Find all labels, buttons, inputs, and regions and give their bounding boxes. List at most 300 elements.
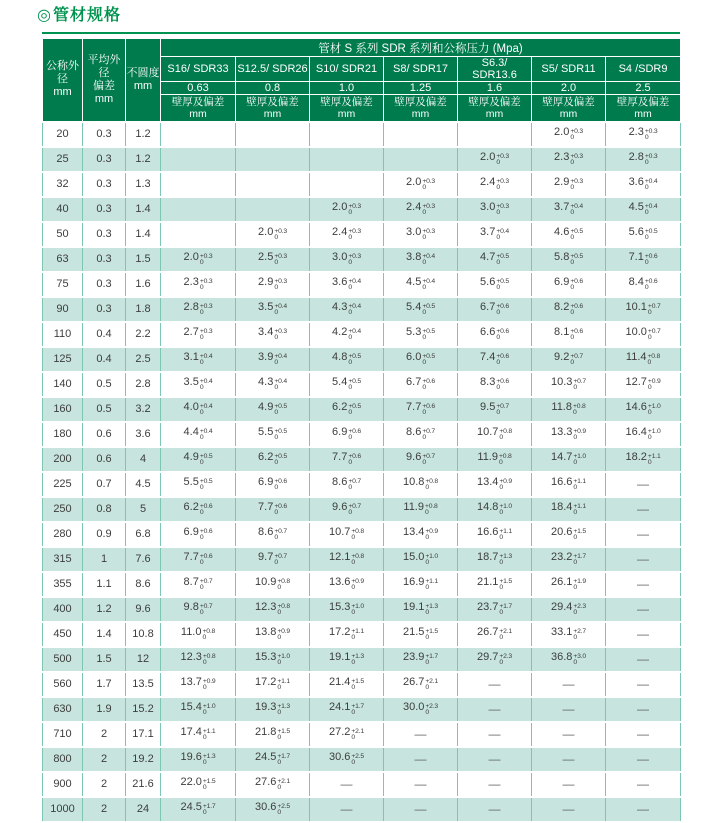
no-value-dash: — xyxy=(414,802,427,816)
tolerance-lower: 0 xyxy=(199,584,204,592)
thickness-header-unit: mm xyxy=(189,107,207,120)
tolerance-upper: +1.1 xyxy=(351,627,365,635)
tolerance-upper: +0.8 xyxy=(351,552,365,560)
cell-wall-thickness xyxy=(606,422,681,447)
cell-nominal-od: 630 xyxy=(43,697,83,722)
cell-wall-thickness xyxy=(236,372,310,397)
tolerance-stack xyxy=(200,379,213,392)
thickness-value: 6.7 xyxy=(406,376,422,389)
series-header-0: S16/ SDR33 xyxy=(161,57,236,82)
cell-wall-thickness xyxy=(532,347,606,372)
cell-wall-thickness xyxy=(236,622,310,647)
tolerance-stack xyxy=(645,229,658,242)
tolerance-upper: +2.1 xyxy=(425,677,439,685)
pressure-header-1: 0.8 xyxy=(236,82,310,95)
tolerance-lower: 0 xyxy=(496,159,500,167)
tolerance-lower: 0 xyxy=(199,359,204,367)
cell-wall-thickness xyxy=(458,647,532,672)
cell-wall-thickness xyxy=(236,797,310,822)
tolerance-upper: +1.5 xyxy=(351,677,365,685)
tolerance-lower: 0 xyxy=(351,559,355,567)
tolerance-lower: 0 xyxy=(496,209,500,217)
tolerance-upper: +1.1 xyxy=(573,477,587,485)
page-title-text: 管材规格 xyxy=(52,7,121,24)
tolerance-lower: 0 xyxy=(422,234,426,242)
cell-wall-thickness xyxy=(606,197,681,222)
cell-wall-thickness xyxy=(458,547,532,572)
thickness-value: 13.8 xyxy=(254,626,277,639)
tolerance-lower: 0 xyxy=(644,259,649,267)
thickness-value: 19.6 xyxy=(180,751,202,764)
tolerance-upper: +0.4 xyxy=(348,302,361,310)
tolerance-upper: +0.6 xyxy=(422,402,435,410)
cell-wall-thickness xyxy=(384,397,458,422)
thickness-value: 10.7 xyxy=(328,526,351,539)
tolerance-stack xyxy=(425,479,438,492)
tolerance-stack xyxy=(645,254,658,267)
col-header-avg-od-unit: mm xyxy=(94,92,114,105)
tolerance-lower: 0 xyxy=(422,209,426,217)
thickness-value: 10.9 xyxy=(254,576,277,589)
cell-wall-thickness xyxy=(606,722,681,747)
table-row xyxy=(43,597,681,622)
cell-wall-thickness xyxy=(606,697,681,722)
thickness-value: 20.6 xyxy=(550,526,573,539)
thickness-value: 13.7 xyxy=(180,676,202,689)
tolerance-lower: 0 xyxy=(199,259,204,267)
cell-wall-thickness xyxy=(310,422,384,447)
cell-wall-thickness xyxy=(161,647,236,672)
tolerance-stack xyxy=(425,704,438,717)
tolerance-lower: 0 xyxy=(348,209,352,217)
tolerance-stack xyxy=(348,329,361,342)
cell-wall-thickness xyxy=(606,597,681,622)
thickness-value: 11.0 xyxy=(180,626,202,639)
tolerance-stack xyxy=(499,479,512,492)
tolerance-stack xyxy=(422,279,435,292)
table-header xyxy=(43,39,681,122)
thickness-value: 12.3 xyxy=(254,601,277,614)
thickness-value: 10.1 xyxy=(625,301,647,314)
tolerance-upper: +1.1 xyxy=(573,502,587,510)
series-header-6: S4 /SDR9 xyxy=(606,57,681,82)
tolerance-stack xyxy=(348,504,361,517)
tolerance-upper: +2.3 xyxy=(573,602,587,610)
thickness-value: 13.6 xyxy=(328,576,351,589)
thickness-header-label: 壁厚及偏差 xyxy=(616,95,670,108)
tolerance-lower: 0 xyxy=(277,609,281,617)
table-row xyxy=(43,297,681,322)
cell-wall-thickness xyxy=(161,172,236,197)
thickness-value: 9.6 xyxy=(406,451,422,464)
thickness-value: 3.7 xyxy=(554,201,570,214)
thickness-header-label: 壁厚及偏差 xyxy=(320,95,373,108)
tolerance-stack xyxy=(348,479,361,492)
col-header-nominal-od-unit: mm xyxy=(53,86,72,99)
tolerance-upper: +0.6 xyxy=(348,452,361,460)
thickness-value: 2.8 xyxy=(183,301,199,314)
cell-wall-thickness xyxy=(161,722,236,747)
cell-wall-thickness xyxy=(606,272,681,297)
cell-nominal-od: 25 xyxy=(43,147,83,172)
cell-nominal-od: 355 xyxy=(43,572,83,597)
thickness-value: 2.0 xyxy=(183,251,199,264)
tolerance-stack xyxy=(274,279,287,292)
cell-wall-thickness xyxy=(384,547,458,572)
tolerance-upper: +0.9 xyxy=(499,477,513,485)
tolerance-upper: +0.8 xyxy=(351,527,365,535)
thickness-value: 33.1 xyxy=(550,626,573,639)
table-row xyxy=(43,147,681,172)
tolerance-lower: 0 xyxy=(496,409,500,417)
tolerance-lower: 0 xyxy=(644,184,649,192)
tolerance-lower: 0 xyxy=(199,459,204,467)
tolerance-lower: 0 xyxy=(644,234,649,242)
cell-ovality: 3.6 xyxy=(126,422,161,447)
cell-ovality: 9.6 xyxy=(126,597,161,622)
tolerance-stack xyxy=(573,579,586,592)
cell-wall-thickness xyxy=(236,322,310,347)
title-underline xyxy=(42,32,680,34)
thickness-value: 7.7 xyxy=(332,451,348,464)
col-header-nominal-od xyxy=(43,39,83,122)
tolerance-upper: +0.3 xyxy=(274,227,287,235)
cell-wall-thickness xyxy=(236,247,310,272)
cell-wall-thickness xyxy=(236,422,310,447)
tolerance-stack xyxy=(573,479,586,492)
thickness-value: 8.3 xyxy=(480,376,496,389)
cell-wall-thickness xyxy=(384,672,458,697)
no-value-dash: — xyxy=(488,727,501,741)
tolerance-lower: 0 xyxy=(348,284,352,292)
tolerance-stack xyxy=(200,254,213,267)
thickness-header-unit: mm xyxy=(337,107,356,120)
cell-avg-od-deviation: 0.8 xyxy=(83,497,126,522)
cell-wall-thickness xyxy=(458,222,532,247)
page-title xyxy=(37,7,121,25)
cell-ovality: 1.2 xyxy=(126,122,161,147)
tolerance-stack xyxy=(274,404,287,417)
thickness-value: 4.9 xyxy=(183,451,199,464)
tolerance-upper: +0.6 xyxy=(644,277,658,285)
cell-avg-od-deviation: 0.7 xyxy=(83,472,126,497)
tolerance-stack xyxy=(351,604,364,617)
tolerance-upper: +1.1 xyxy=(647,452,661,460)
series-header-3: S8/ SDR17 xyxy=(384,57,458,82)
cell-avg-od-deviation: 1.9 xyxy=(83,697,126,722)
table-row xyxy=(43,447,681,472)
cell-wall-thickness xyxy=(532,172,606,197)
thickness-value: 18.7 xyxy=(476,551,499,564)
cell-wall-thickness xyxy=(310,447,384,472)
thickness-value: 15.4 xyxy=(180,701,202,714)
cell-wall-thickness xyxy=(161,672,236,697)
tolerance-stack xyxy=(274,329,287,342)
thickness-header-2 xyxy=(310,95,384,122)
cell-wall-thickness xyxy=(161,147,236,172)
tolerance-lower: 0 xyxy=(573,659,577,667)
cell-wall-thickness xyxy=(606,222,681,247)
tolerance-upper: +0.3 xyxy=(570,127,583,135)
tolerance-stack xyxy=(351,679,364,692)
tolerance-stack xyxy=(422,204,435,217)
cell-wall-thickness xyxy=(532,147,606,172)
cell-nominal-od: 560 xyxy=(43,672,83,697)
tolerance-stack xyxy=(570,354,583,367)
thickness-value: 2.4 xyxy=(406,201,422,214)
cell-avg-od-deviation: 0.9 xyxy=(83,522,126,547)
tolerance-upper: +0.3 xyxy=(199,277,213,285)
cell-wall-thickness xyxy=(310,772,384,797)
tolerance-stack xyxy=(200,404,213,417)
tolerance-lower: 0 xyxy=(499,509,503,517)
cell-wall-thickness xyxy=(606,297,681,322)
tolerance-upper: +0.4 xyxy=(274,302,287,310)
pressure-header-2: 1.0 xyxy=(310,82,384,95)
tolerance-upper: +0.5 xyxy=(496,252,509,260)
tolerance-upper: +0.5 xyxy=(422,352,435,360)
tolerance-upper: +2.5 xyxy=(277,802,291,810)
thickness-value: 16.9 xyxy=(402,576,425,589)
cell-nominal-od: 800 xyxy=(43,747,83,772)
tolerance-lower: 0 xyxy=(496,284,500,292)
cell-nominal-od: 160 xyxy=(43,397,83,422)
thickness-value: 27.6 xyxy=(254,776,277,789)
tolerance-upper: +0.8 xyxy=(499,427,513,435)
thickness-value: 17.4 xyxy=(180,726,202,739)
cell-wall-thickness xyxy=(310,322,384,347)
no-value-dash: — xyxy=(488,777,501,791)
cell-ovality: 1.2 xyxy=(126,147,161,172)
cell-wall-thickness xyxy=(532,122,606,147)
tolerance-lower: 0 xyxy=(199,284,204,292)
tolerance-upper: +1.9 xyxy=(573,577,587,585)
tolerance-lower: 0 xyxy=(425,534,429,542)
table-row xyxy=(43,647,681,672)
tolerance-upper: +1.3 xyxy=(277,702,291,710)
tolerance-lower: 0 xyxy=(499,609,503,617)
thickness-value: 9.7 xyxy=(258,551,274,564)
tolerance-stack xyxy=(348,279,361,292)
tolerance-stack xyxy=(573,454,586,467)
tolerance-lower: 0 xyxy=(274,434,278,442)
tolerance-lower: 0 xyxy=(573,434,577,442)
tolerance-lower: 0 xyxy=(647,434,652,442)
thickness-value: 5.3 xyxy=(406,326,422,339)
cell-wall-thickness xyxy=(384,622,458,647)
tolerance-stack xyxy=(648,404,661,417)
cell-wall-thickness xyxy=(532,647,606,672)
tolerance-lower: 0 xyxy=(499,534,503,542)
tolerance-lower: 0 xyxy=(498,459,503,467)
cell-wall-thickness xyxy=(458,497,532,522)
tolerance-lower: 0 xyxy=(424,509,429,517)
thickness-value: 19.1 xyxy=(402,601,425,614)
cell-wall-thickness xyxy=(161,797,236,822)
cell-ovality: 13.5 xyxy=(126,672,161,697)
tolerance-stack xyxy=(573,504,586,517)
tolerance-lower: 0 xyxy=(570,359,574,367)
tolerance-lower: 0 xyxy=(422,259,426,267)
cell-wall-thickness xyxy=(384,747,458,772)
tolerance-upper: +0.3 xyxy=(348,252,361,260)
tolerance-stack xyxy=(570,229,583,242)
tolerance-upper: +0.4 xyxy=(422,252,435,260)
cell-wall-thickness xyxy=(236,397,310,422)
thickness-value: 2.8 xyxy=(628,151,644,164)
tolerance-lower: 0 xyxy=(202,809,207,817)
cell-wall-thickness xyxy=(236,747,310,772)
tolerance-stack xyxy=(351,729,364,742)
cell-wall-thickness xyxy=(532,772,606,797)
cell-wall-thickness xyxy=(384,222,458,247)
tolerance-upper: +0.4 xyxy=(199,352,213,360)
thickness-value: 17.2 xyxy=(328,626,351,639)
thickness-value: 4.4 xyxy=(183,426,199,439)
tolerance-lower: 0 xyxy=(202,734,207,742)
cell-wall-thickness xyxy=(384,497,458,522)
tolerance-upper: +0.8 xyxy=(424,502,438,510)
cell-wall-thickness xyxy=(161,397,236,422)
cell-wall-thickness xyxy=(532,497,606,522)
cell-wall-thickness xyxy=(606,472,681,497)
tolerance-lower: 0 xyxy=(644,134,649,142)
cell-wall-thickness xyxy=(236,472,310,497)
cell-nominal-od: 40 xyxy=(43,197,83,222)
tolerance-stack xyxy=(200,304,213,317)
tolerance-lower: 0 xyxy=(570,134,574,142)
tolerance-lower: 0 xyxy=(644,284,649,292)
tolerance-stack xyxy=(573,404,586,417)
tolerance-stack xyxy=(348,204,361,217)
thickness-value: 4.5 xyxy=(628,201,644,214)
tolerance-upper: +0.4 xyxy=(199,402,213,410)
tolerance-upper: +0.5 xyxy=(496,277,509,285)
cell-avg-od-deviation: 2 xyxy=(83,797,126,822)
tolerance-stack xyxy=(573,654,586,667)
thickness-value: 8.6 xyxy=(406,426,422,439)
thickness-value: 14.6 xyxy=(625,401,647,414)
cell-wall-thickness xyxy=(161,497,236,522)
tolerance-upper: +0.4 xyxy=(570,202,583,210)
cell-ovality: 7.6 xyxy=(126,547,161,572)
thickness-value: 4.7 xyxy=(480,251,496,264)
tolerance-stack xyxy=(425,679,438,692)
cell-wall-thickness xyxy=(236,672,310,697)
tolerance-lower: 0 xyxy=(570,159,574,167)
thickness-value: 9.6 xyxy=(332,501,348,514)
tolerance-upper: +0.3 xyxy=(199,252,213,260)
cell-wall-thickness xyxy=(458,447,532,472)
cell-wall-thickness xyxy=(384,572,458,597)
thickness-value: 2.4 xyxy=(332,226,348,239)
tolerance-lower: 0 xyxy=(573,559,577,567)
tolerance-stack xyxy=(200,279,213,292)
cell-wall-thickness xyxy=(161,197,236,222)
tolerance-stack xyxy=(648,329,661,342)
cell-wall-thickness xyxy=(532,372,606,397)
thickness-header-unit: mm xyxy=(634,107,652,120)
series-header-2: S10/ SDR21 xyxy=(310,57,384,82)
tolerance-stack xyxy=(351,529,364,542)
tolerance-upper: +0.6 xyxy=(274,502,287,510)
tolerance-upper: +0.3 xyxy=(496,202,509,210)
tolerance-stack xyxy=(570,279,583,292)
tolerance-stack xyxy=(496,179,509,192)
thickness-value: 36.8 xyxy=(550,651,573,664)
cell-avg-od-deviation: 0.5 xyxy=(83,397,126,422)
no-value-dash: — xyxy=(562,777,575,791)
thickness-value: 4.3 xyxy=(332,301,348,314)
tolerance-upper: +1.0 xyxy=(425,552,439,560)
thickness-value: 11.4 xyxy=(625,351,647,364)
tolerance-upper: +2.1 xyxy=(499,627,513,635)
cell-ovality: 2.5 xyxy=(126,347,161,372)
cell-wall-thickness xyxy=(458,272,532,297)
tolerance-upper: +1.0 xyxy=(277,652,291,660)
tolerance-lower: 0 xyxy=(647,334,652,342)
tolerance-stack xyxy=(351,704,364,717)
thickness-value: 3.0 xyxy=(480,201,496,214)
tolerance-lower: 0 xyxy=(199,309,204,317)
thickness-value: 3.1 xyxy=(183,351,199,364)
tolerance-stack xyxy=(570,254,583,267)
tolerance-stack xyxy=(277,704,290,717)
tolerance-lower: 0 xyxy=(570,334,574,342)
series-header-5: S5/ SDR11 xyxy=(532,57,606,82)
tolerance-lower: 0 xyxy=(277,659,281,667)
cell-wall-thickness xyxy=(310,347,384,372)
thickness-value: 14.7 xyxy=(550,451,573,464)
tolerance-lower: 0 xyxy=(202,784,207,792)
thickness-value: 24.5 xyxy=(180,801,202,814)
tolerance-stack xyxy=(274,479,287,492)
tolerance-upper: +3.0 xyxy=(573,652,587,660)
cell-nominal-od: 90 xyxy=(43,297,83,322)
thickness-value: 6.0 xyxy=(406,351,422,364)
tolerance-stack xyxy=(274,229,287,242)
tolerance-lower: 0 xyxy=(499,559,503,567)
tolerance-stack xyxy=(496,254,509,267)
cell-avg-od-deviation: 0.6 xyxy=(83,447,126,472)
cell-wall-thickness xyxy=(161,297,236,322)
thickness-value: 10.0 xyxy=(625,326,647,339)
tolerance-lower: 0 xyxy=(570,259,574,267)
thickness-value: 21.5 xyxy=(402,626,425,639)
tolerance-lower: 0 xyxy=(274,534,278,542)
thickness-value: 2.0 xyxy=(406,176,422,189)
cell-wall-thickness xyxy=(532,547,606,572)
cell-nominal-od: 450 xyxy=(43,622,83,647)
tolerance-lower: 0 xyxy=(348,484,352,492)
thickness-value: 30.0 xyxy=(402,701,425,714)
cell-avg-od-deviation: 2 xyxy=(83,747,126,772)
tolerance-lower: 0 xyxy=(425,684,429,692)
tolerance-stack xyxy=(425,504,438,517)
tolerance-stack xyxy=(496,279,509,292)
tolerance-stack xyxy=(274,254,287,267)
thickness-value: 4.0 xyxy=(183,401,199,414)
tolerance-stack xyxy=(348,254,361,267)
thickness-value: 30.6 xyxy=(254,801,277,814)
tolerance-upper: +0.7 xyxy=(199,602,213,610)
thickness-value: 7.1 xyxy=(628,251,644,264)
tolerance-stack xyxy=(200,529,213,542)
tolerance-stack xyxy=(348,429,361,442)
tolerance-upper: +0.8 xyxy=(647,352,661,360)
cell-wall-thickness xyxy=(458,672,532,697)
tolerance-lower: 0 xyxy=(422,434,426,442)
